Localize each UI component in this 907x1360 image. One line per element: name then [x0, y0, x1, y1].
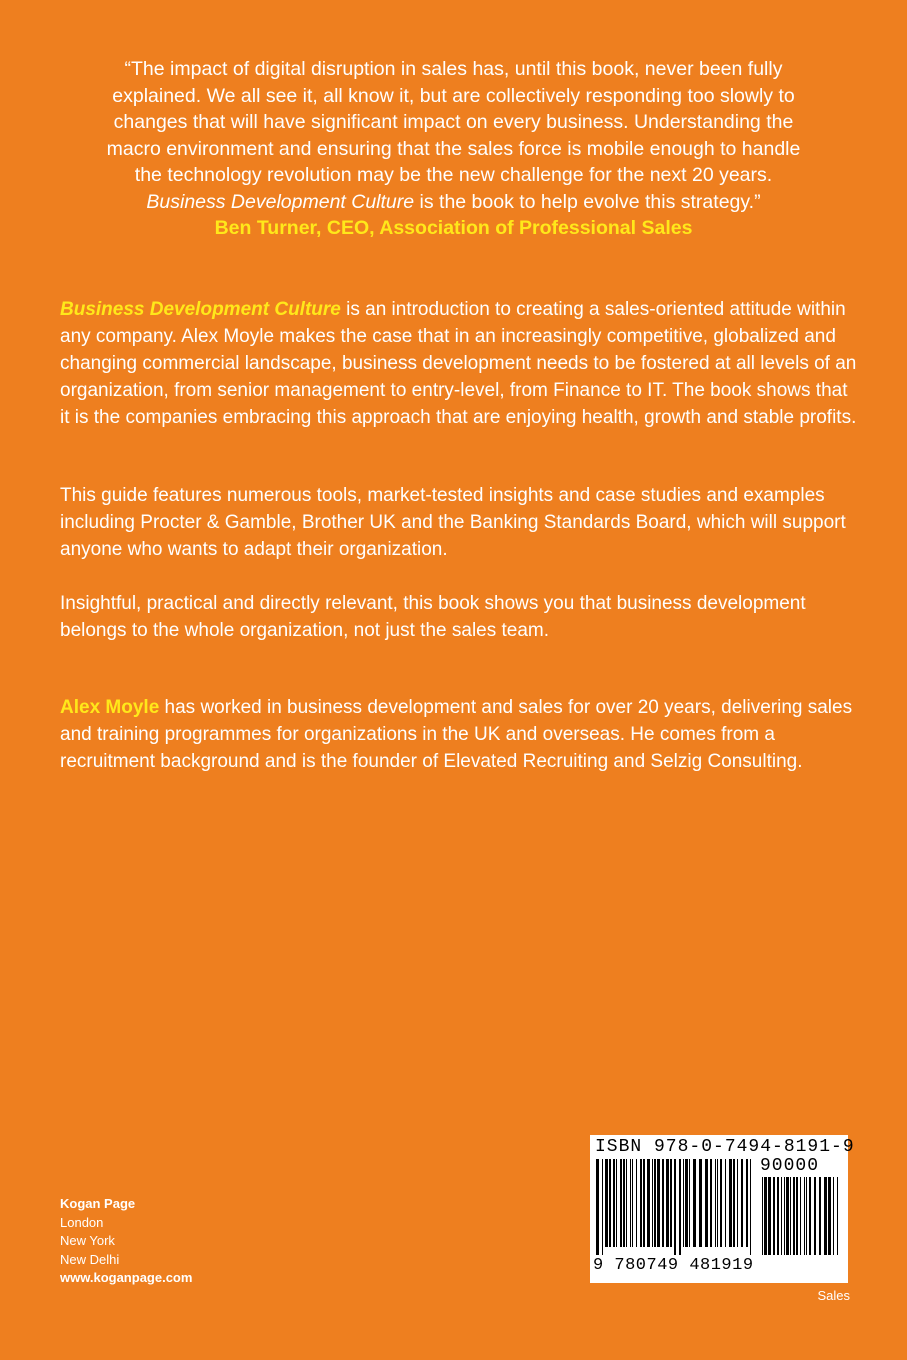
barcode-bars — [596, 1159, 756, 1255]
barcode-bar — [705, 1159, 708, 1247]
barcode-bar — [725, 1159, 726, 1247]
description-paragraph-2: This guide features numerous tools, market-tested insights and case studies and examples including Procter & Gamble, Brother UK and the Banking Standards Board, which will support anyone who wants to adapt their organization. — [60, 485, 846, 560]
barcode-bar — [764, 1177, 767, 1255]
barcode-bar — [620, 1159, 622, 1247]
barcode-bar — [800, 1177, 801, 1255]
ean-digits: 9 780749 481919 — [593, 1256, 754, 1275]
author-name: Alex Moyle — [60, 697, 160, 718]
barcode-bar — [833, 1177, 834, 1255]
price-code: 90000 — [760, 1156, 820, 1176]
barcode-bar — [640, 1159, 642, 1247]
barcode-bar — [632, 1159, 633, 1247]
barcode-bar — [806, 1177, 807, 1255]
quote-line — [60, 189, 847, 216]
barcode-bar — [796, 1177, 798, 1255]
barcode-bar — [720, 1159, 722, 1247]
publisher-name: Kogan Page — [60, 1196, 136, 1211]
barcode-bar — [674, 1159, 676, 1255]
barcode-bar — [609, 1159, 611, 1247]
barcode-bar — [773, 1177, 775, 1255]
barcode-bar — [814, 1177, 816, 1255]
barcode-bar — [666, 1159, 669, 1247]
barcode-bar — [837, 1177, 838, 1255]
barcode-bar — [643, 1159, 645, 1247]
quote-line: explained. We all see it, all know it, but are collectively responding too slowly to — [112, 84, 795, 107]
description-paragraph-1 — [60, 296, 860, 431]
barcode-bar — [652, 1159, 653, 1247]
barcode-bar — [717, 1159, 718, 1247]
category-label: Sales — [817, 1288, 850, 1303]
barcode-bar — [777, 1177, 779, 1255]
barcode-bar — [819, 1177, 821, 1255]
description-text: is an introduction to creating a sales-oriented attitude within any company. Alex Moyle makes the case that in an increasingly competitive, globalized and changing commercial landscape, business development needs to be fostered at all levels of an organization, from senior management to entry-level, from Finance to IT. The book shows that it is the companies embracing this approach that are enjoying health, growth and stable profits. — [60, 299, 857, 428]
barcode-bar — [630, 1159, 631, 1247]
barcode-bar — [809, 1177, 811, 1255]
barcode-bar — [605, 1159, 608, 1247]
barcode-bar — [828, 1177, 831, 1255]
author-bio — [60, 694, 860, 775]
barcode-bar — [737, 1159, 738, 1247]
barcode-bar — [741, 1159, 743, 1247]
barcode-bar — [784, 1177, 785, 1255]
barcode-bar — [623, 1159, 625, 1247]
endorsement-quote — [60, 56, 847, 242]
isbn-barcode — [590, 1135, 855, 1283]
barcode-bar — [685, 1159, 688, 1247]
description-paragraph-3: Insightful, practical and directly relevant, this book shows you that business development belongs to the whole organization, not just the sales team. — [60, 593, 806, 641]
isbn-label: ISBN 978-0-7494-8191-9 — [595, 1137, 855, 1157]
publisher-city: New Delhi — [60, 1251, 120, 1267]
barcode-bar — [824, 1177, 827, 1255]
barcode-bar — [613, 1159, 615, 1247]
barcode-bar — [786, 1177, 789, 1255]
barcode-bar — [596, 1159, 599, 1255]
barcode-bar — [762, 1177, 763, 1255]
quote-line: the technology revolution may be the new challenge for the next 20 years. — [134, 164, 773, 186]
barcode-bar — [689, 1159, 690, 1247]
barcode-bar — [662, 1159, 664, 1247]
barcode-bar — [679, 1159, 681, 1255]
barcode-bar — [654, 1159, 656, 1247]
quote-line: “The impact of digital disruption in sales has, until this book, never been fully — [124, 58, 783, 80]
barcode-bar — [781, 1177, 782, 1255]
publisher-website: www.koganpage.com — [60, 1270, 193, 1285]
publisher-info — [60, 1195, 192, 1288]
quote-line: changes that will have significant impact on every business. Understanding the — [113, 111, 794, 133]
barcode-bar — [746, 1159, 748, 1247]
quote-attribution: Ben Turner, CEO, Association of Professional Sales — [214, 217, 693, 239]
publisher-city: New York — [60, 1233, 115, 1248]
barcode-bar — [715, 1159, 716, 1247]
barcode-bar — [768, 1177, 771, 1255]
barcode-bar — [670, 1159, 672, 1247]
barcode-bar — [790, 1177, 791, 1255]
quote-line: macro environment and ensuring that the sales force is mobile enough to handle — [106, 137, 801, 160]
barcode-bar — [626, 1159, 627, 1247]
quote-line-end: is the book to help evolve this strategy.” — [414, 190, 761, 213]
barcode-bar — [699, 1159, 702, 1247]
barcode-bar — [647, 1159, 650, 1247]
barcode-bar — [693, 1159, 696, 1247]
quote-book-title: Business Development Culture — [146, 190, 415, 213]
barcode-bar — [657, 1159, 660, 1247]
author-bio-text: has worked in business development and sales for over 20 years, delivering sales and training programmes for organizations in the UK and overseas. He comes from a recruitment background and is the founder of Elevated Recruiting and Selzig Consulting. — [60, 697, 853, 772]
barcode-bar — [710, 1159, 712, 1247]
book-title: Business Development Culture — [60, 299, 341, 320]
barcode-bar — [733, 1159, 735, 1247]
barcode-addon-bars — [762, 1177, 842, 1255]
barcode-bar — [683, 1159, 684, 1247]
barcode-bar — [729, 1159, 732, 1247]
barcode-bar — [750, 1159, 751, 1255]
barcode-bar — [602, 1159, 603, 1255]
barcode-bar — [793, 1177, 795, 1255]
barcode-bar — [616, 1159, 617, 1247]
barcode-bar — [804, 1177, 805, 1255]
publisher-city: London — [60, 1214, 104, 1230]
barcode-bar — [636, 1159, 637, 1247]
